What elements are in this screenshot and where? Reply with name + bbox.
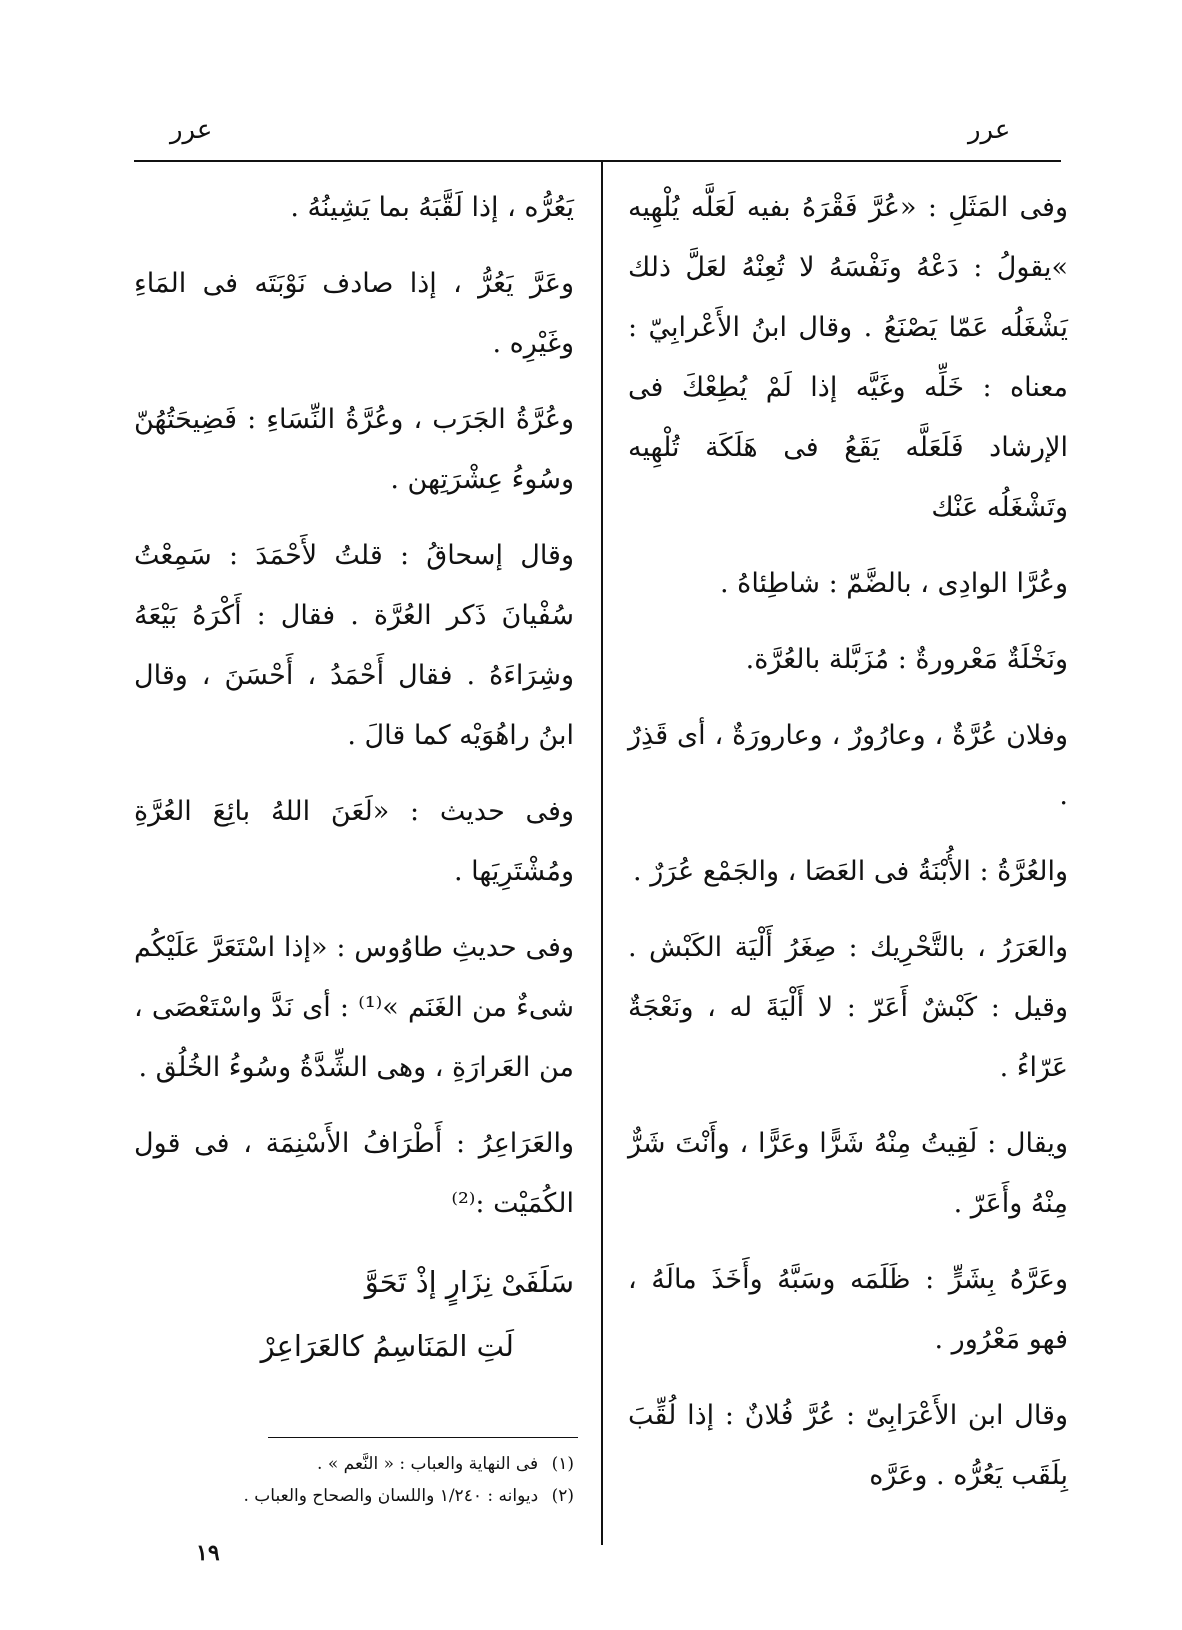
paragraph: وفى حديث : «لَعَنَ اللهُ بائِعَ العُرَّةِ ومُشْتَرِيَها . (134, 796, 574, 887)
header-rule (134, 160, 1061, 162)
footnote-number: (٢) (551, 1486, 574, 1506)
footnote-text: ديوانه : ١/٢٤٠ واللسان والصحاح والعباب . (243, 1486, 539, 1506)
verse-line: سَلَفَىْ نِزَارٍ إذْ تَحَوَّ (364, 1265, 574, 1299)
verse-line: لَتِ المَنَاسِمُ كالعَرَاعِرْ (260, 1329, 514, 1363)
paragraph: وعُرَّا الوادِى ، بالضَّمّ : شاطِئاهُ . (720, 568, 1068, 599)
footnote-rule (268, 1437, 578, 1438)
paragraph: والعَرَرُ ، بالتَّحْرِيك : صِغَرُ أَلْيَة الكَبْش . وقيل : كَبْشٌ أَعَرّ : لا أَلْيَةَ له ، ونَعْجَةٌ عَرّاءُ . (628, 932, 1068, 1083)
header-root-word-left: عرر (170, 115, 213, 145)
footnotes (134, 1448, 574, 1512)
footnote-text: فى النهاية والعباب : « النَّعم » . (317, 1454, 539, 1474)
footnote-number: (١) (551, 1454, 574, 1474)
paragraph: وقال ابن الأَعْرَابِىّ : عُرَّ فُلانٌ : إذا لُقِّبَ بِلَقَب يَعُرُّه . وعَرَّه (628, 1400, 1068, 1491)
paragraph: وعَرَّهُ بِشَرٍّ : ظَلَمَه وسَبَّهُ وأَخَذَ مالَهُ ، فهو مَعْرُور . (628, 1264, 1068, 1355)
left-column (134, 178, 574, 1378)
column-divider (601, 162, 603, 1545)
poetry-verse (134, 1250, 574, 1378)
paragraph: وفى حديثِ طاوُوس : «إذا اسْتَعَرَّ عَلَيْكُم شىءٌ من الغَنَم »⁽¹⁾ : أى نَدَّ واسْتَعْصَى ، من العَرارَةِ ، وهى الشِّدَّةُ وسُوءُ الخُلُق . (134, 932, 574, 1083)
paragraph: وفلان عُرَّةٌ ، وعارُورٌ ، وعارورَةٌ ، أى قَذِرٌ . (628, 720, 1068, 811)
paragraph: والعَرَاعِرُ : أَطْرَافُ الأَسْنِمَة ، فى قول الكُمَيْت :⁽²⁾ (134, 1128, 574, 1219)
right-column (628, 178, 1068, 1522)
paragraph: وفى المَثَلِ : «عُرَّ فَقْرَهُ بفيه لَعَلَّه يُلْهِيه »يقولُ : دَعْهُ ونَفْسَهُ لا تُعِنْهُ لعَلَّ ذلك يَشْغَلُه عَمّا يَصْنَعُ . وقال ابنُ الأَعْرابِيّ : معناه : خَلِّه وغَيَّه إذا لَمْ يُطِعْكَ فى الإرشاد فَلَعَلَّه يَقَعُ فى هَلَكَة تُلْهِيه وتَشْغَلُه عَنْك (628, 192, 1068, 523)
paragraph: وعُرَّةُ الجَرَب ، وعُرَّةُ النِّسَاءِ : فَضِيحَتُهُنّ وسُوءُ عِشْرَتِهن . (134, 404, 574, 495)
paragraph: والعُرَّةُ : الأُبْنَةُ فى العَصَا ، والجَمْع عُرَرٌ . (633, 856, 1068, 887)
header-root-word-right: عرر (968, 115, 1011, 145)
paragraph: ونَخْلَةٌ مَعْرورةٌ : مُزَبَّلة بالعُرَّة. (745, 644, 1068, 675)
paragraph: ويقال : لَقِيتُ مِنْهُ شَرًّا وعَرًّا ، وأَنْتَ شَرٌّ مِنْهُ وأَعَرّ . (628, 1128, 1068, 1219)
paragraph: وقال إسحاقُ : قلتُ لأَحْمَدَ : سَمِعْتُ سُفْيانَ ذَكر العُرَّة . فقال : أَكْرَهُ بَيْعَهُ وشِرَاءَهُ . فقال أَحْمَدُ ، أَحْسَنَ ، وقال ابنُ راهُوَيْه كما قالَ . (134, 540, 574, 751)
footnote (134, 1480, 574, 1512)
footnote (134, 1448, 574, 1480)
paragraph: يَعُرُّه ، إذا لَقَّبَهُ بما يَشِينُهُ . (290, 192, 574, 223)
page-number: ١٩ (196, 1540, 220, 1566)
paragraph: وعَرَّ يَعُرُّ ، إذا صادف نَوْبَتَه فى المَاءِ وغَيْرِه . (134, 268, 574, 359)
